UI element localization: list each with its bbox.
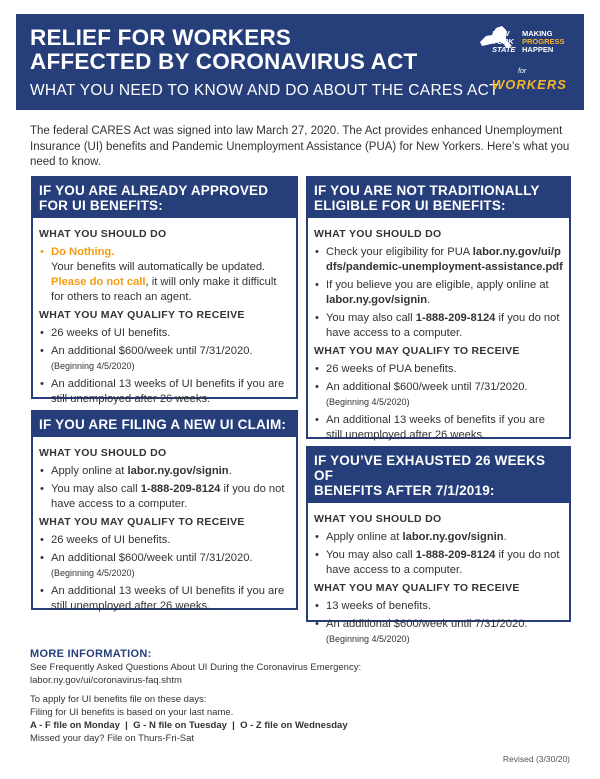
signin-link[interactable]: labor.ny.gov/signin — [127, 465, 229, 477]
intro-paragraph: The federal CARES Act was signed into law March 27, 2020. The Act provides enhanced Unemployment Insurance (UI) benefits and Pandemic Unemployment Assistance (PUA) for New Yorkers. Here’s what you need to know. — [30, 125, 570, 168]
signin-link[interactable]: labor.ny.gov/signin — [326, 294, 428, 306]
list-item: • An additional 13 weeks of UI benefits if you are still unemployed after 26 weeks. — [39, 377, 290, 407]
box-not-eligible-title: IF YOU ARE NOT TRADITIONALLY ELIGIBLE FOR UI BENEFITS: — [308, 178, 569, 218]
phone-number: 1-888-209-8124 — [415, 549, 496, 561]
pua-link[interactable]: labor.ny.gov/ui/pdfs/pandemic-unemployment-assistance.pdf — [326, 246, 563, 273]
list-item: • An additional $600/week until 7/31/2020. (Beginning 4/5/2020) — [314, 380, 563, 410]
what-you-may-qualify-heading: WHAT YOU MAY QUALIFY TO RECEIVE — [314, 582, 520, 594]
more-information-heading: MORE INFORMATION: — [30, 648, 152, 660]
what-you-should-do-heading: WHAT YOU SHOULD DO — [314, 228, 442, 240]
phone-number: 1-888-209-8124 — [140, 483, 221, 495]
what-you-may-qualify-heading: WHAT YOU MAY QUALIFY TO RECEIVE — [39, 516, 245, 528]
list-item: • 13 weeks of benefits. — [314, 599, 563, 614]
list-item: • An additional $600/week until 7/31/2020. (Beginning 4/5/2020) — [314, 617, 563, 647]
list-item: • Check your eligibility for PUA labor.ny.gov/ui/pdfs/pandemic-unemployment-assistance.pdf — [314, 245, 563, 275]
list-item: • An additional $600/week until 7/31/2020. (Beginning 4/5/2020) — [39, 344, 290, 374]
faq-text: See Frequently Asked Questions About UI During the Coronavirus Emergency: — [30, 662, 362, 673]
phone-number: 1-888-209-8124 — [415, 312, 496, 324]
box-already-approved-title: IF YOU ARE ALREADY APPROVED FOR UI BENEFITS: — [33, 178, 296, 218]
revised-date: Revised (3/30/20) — [502, 754, 570, 764]
box-exhausted-benefits — [306, 446, 571, 644]
list-item: • 26 weeks of PUA benefits. — [314, 362, 563, 377]
page-subtitle: WHAT YOU NEED TO KNOW AND DO ABOUT THE CARES ACT — [30, 82, 499, 99]
ny-state-workers-logo — [474, 22, 574, 102]
list-item: • An additional 13 weeks of benefits if you are still unemployed after 26 weeks. — [314, 413, 563, 443]
what-you-should-do-heading: WHAT YOU SHOULD DO — [39, 447, 167, 459]
list-item: • Apply online at labor.ny.gov/signin. — [314, 530, 563, 545]
box-new-claim-title: IF YOU ARE FILING A NEW UI CLAIM: — [33, 412, 296, 437]
list-item: • If you believe you are eligible, apply online at labor.ny.gov/signin. — [314, 278, 563, 308]
making-progress-happen-text: MAKING PROGRESS HAPPEN — [522, 29, 565, 54]
faq-link[interactable]: labor.ny.gov/ui/coronavirus-faq.shtm — [30, 675, 182, 686]
last-name-text: Filing for UI benefits is based on your last name. — [30, 707, 234, 718]
page-title: RELIEF FOR WORKERS AFFECTED BY CORONAVIRUS ACT — [30, 25, 418, 74]
signin-link[interactable]: labor.ny.gov/signin — [402, 531, 504, 543]
list-item: • An additional $600/week until 7/31/2020. (Beginning 4/5/2020) — [39, 551, 290, 581]
logo-for-text: for — [518, 68, 527, 75]
filing-schedule: A - F file on Monday | G - N file on Tuesday | O - Z file on Wednesday — [30, 720, 348, 731]
list-item: • Apply online at labor.ny.gov/signin. — [39, 464, 290, 479]
missed-day-text: Missed your day? File on Thurs-Fri-Sat — [30, 733, 195, 744]
ny-state-text: NEW YORK STATE — [492, 29, 516, 54]
what-you-may-qualify-heading: WHAT YOU MAY QUALIFY TO RECEIVE — [314, 345, 520, 357]
box-new-claim — [31, 410, 298, 610]
logo-workers-text: WORKERS — [492, 77, 567, 92]
list-item: • 26 weeks of UI benefits. — [39, 533, 290, 548]
list-item: • An additional 13 weeks of UI benefits if you are still unemployed after 26 weeks. — [39, 584, 290, 614]
what-you-should-do-heading: WHAT YOU SHOULD DO — [314, 513, 442, 525]
more-information-section — [30, 648, 570, 745]
box-not-traditionally-eligible — [306, 176, 571, 439]
what-you-may-qualify-heading: WHAT YOU MAY QUALIFY TO RECEIVE — [39, 309, 245, 321]
list-item: • You may also call 1-888-209-8124 if you do not have access to a computer. — [39, 482, 290, 512]
apply-days-text: To apply for UI benefits file on these days: — [30, 694, 207, 705]
header-banner — [16, 14, 584, 110]
box-already-approved — [31, 176, 298, 405]
list-item: • You may also call 1-888-209-8124 if you do not have access to a computer. — [314, 311, 563, 341]
list-item: • You may also call 1-888-209-8124 if you do not have access to a computer. — [314, 548, 563, 578]
what-you-should-do-heading: WHAT YOU SHOULD DO — [39, 228, 167, 240]
list-item: • 26 weeks of UI benefits. — [39, 326, 290, 341]
list-item: • Do Nothing. Your benefits will automatically be updated. Please do not call, it will only make it difficult for others to reach an agent. — [39, 245, 290, 305]
box-exhausted-title: IF YOU’VE EXHAUSTED 26 WEEKS OF BENEFITS AFTER 7/1/2019: — [308, 448, 569, 503]
